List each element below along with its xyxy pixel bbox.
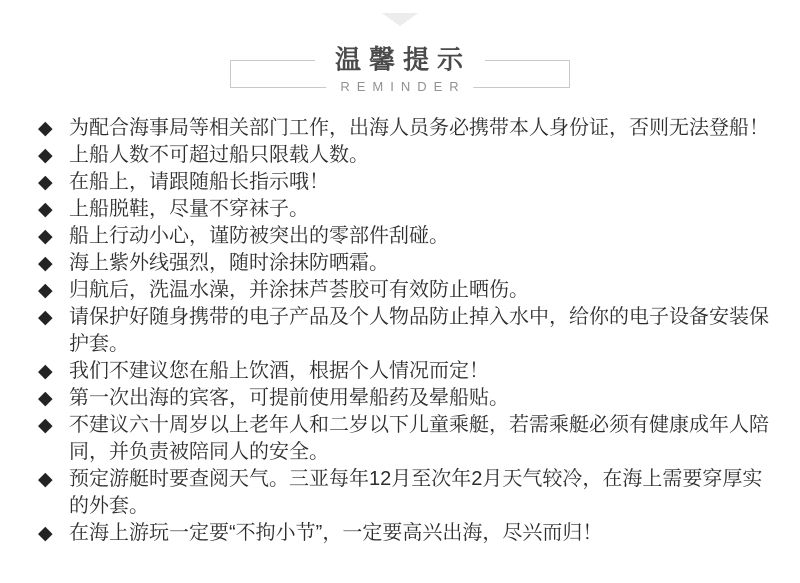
diamond-bullet-icon: ◆ — [38, 226, 53, 247]
list-item-text: 在船上，请跟随船长指示哦！ — [69, 171, 329, 193]
list-item — [38, 142, 800, 169]
list-item-text: 在海上游玩一定要“不拘小节”，一定要高兴出海，尽兴而归！ — [69, 522, 603, 544]
page-title: 温馨提示 — [315, 45, 485, 74]
diamond-bullet-icon: ◆ — [38, 415, 53, 436]
diamond-bullet-icon: ◆ — [38, 172, 53, 193]
page-subtitle: REMINDER — [326, 79, 473, 95]
diamond-bullet-icon: ◆ — [38, 307, 53, 328]
list-item-text: 请保护好随身携带的电子产品及个人物品防止掉入水中，给你的电子设备安装保护套。 — [69, 306, 769, 355]
list-item-text: 为配合海事局等相关部门工作，出海人员务必携带本人身份证，否则无法登船！ — [69, 117, 769, 139]
list-item-text: 不建议六十周岁以上老年人和二岁以下儿童乘艇，若需乘艇必须有健康成年人陪同，并负责被陪同人的安全。 — [69, 414, 769, 463]
diamond-bullet-icon: ◆ — [38, 469, 53, 490]
list-item — [38, 196, 800, 223]
list-item-text: 我们不建议您在船上饮酒，根据个人情况而定！ — [69, 360, 489, 382]
diamond-bullet-icon: ◆ — [38, 361, 53, 382]
list-item — [38, 358, 800, 385]
list-item-text: 船上行动小心，谨防被突出的零部件刮碰。 — [69, 225, 449, 247]
list-item-text: 第一次出海的宾客，可提前使用晕船药及晕船贴。 — [69, 387, 509, 409]
list-item — [38, 412, 800, 466]
reminder-list — [38, 115, 800, 547]
list-item-text: 归航后，洗温水澡，并涂抹芦荟胶可有效防止晒伤。 — [69, 279, 529, 301]
diamond-bullet-icon: ◆ — [38, 118, 53, 139]
list-item — [38, 304, 800, 358]
list-item-text: 上船人数不可超过船只限载人数。 — [69, 144, 369, 166]
list-item — [38, 277, 800, 304]
diamond-bullet-icon: ◆ — [38, 253, 53, 274]
diamond-bullet-icon: ◆ — [38, 388, 53, 409]
list-item-text: 海上紫外线强烈，随时涂抹防晒霜。 — [69, 252, 389, 274]
diamond-bullet-icon: ◆ — [38, 523, 53, 544]
list-item — [38, 250, 800, 277]
list-item — [38, 169, 800, 196]
list-item — [38, 520, 800, 547]
list-item — [38, 115, 800, 142]
list-item-text: 上船脱鞋，尽量不穿袜子。 — [69, 198, 309, 220]
list-item-text: 预定游艇时要查阅天气。三亚每年12月至次年2月天气较冷，在海上需要穿厚实的外套。 — [69, 468, 763, 517]
triangle-down-icon — [382, 13, 418, 26]
list-item — [38, 385, 800, 412]
header-box — [230, 44, 570, 94]
list-item — [38, 223, 800, 250]
diamond-bullet-icon: ◆ — [38, 280, 53, 301]
diamond-bullet-icon: ◆ — [38, 199, 53, 220]
list-item — [38, 466, 800, 520]
diamond-bullet-icon: ◆ — [38, 145, 53, 166]
